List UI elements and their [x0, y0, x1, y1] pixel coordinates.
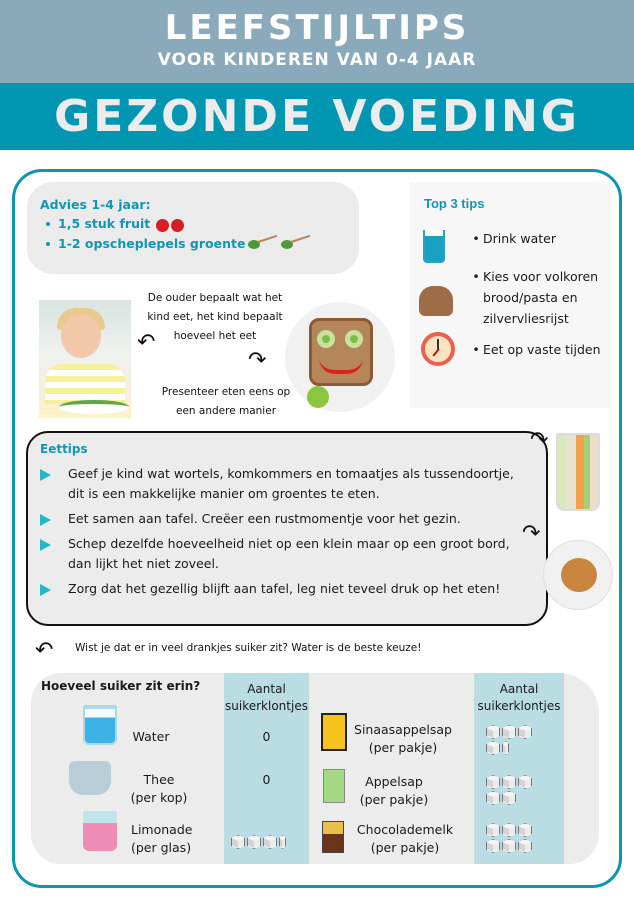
curved-arrow-icon: ↷ — [522, 521, 541, 546]
bread-icon — [417, 282, 457, 322]
sugar-cubes — [486, 725, 534, 755]
sugar-cube-icon — [486, 839, 500, 853]
top3-item: • Kies voor volkoren brood/pasta en zilvervliesrijst — [417, 266, 613, 329]
drink-row — [349, 773, 439, 809]
sugar-cube-icon — [502, 823, 516, 837]
sugar-cube-icon — [486, 725, 500, 739]
top3-item: • Eet op vaste tijden — [417, 330, 613, 370]
banner-title: GEZONDE VOEDING — [0, 83, 634, 150]
sugar-cube-icon — [231, 835, 245, 849]
sugar-table — [31, 673, 599, 864]
drink-row — [123, 821, 199, 857]
sugar-cube-icon — [502, 775, 516, 789]
eating-tips-box — [26, 428, 549, 626]
header-subtitle: VOOR KINDEREN VAN 0-4 JAAR — [157, 50, 477, 70]
apple-icon — [171, 219, 184, 232]
sugar-cubes — [486, 823, 534, 853]
sugar-note: Wist je dat er in veel drankjes suiker zit? Water is de beste keuze! — [75, 642, 422, 654]
apple-juice-carton-icon — [323, 769, 345, 803]
drink-row — [123, 728, 179, 746]
drink-name: Water — [132, 729, 170, 744]
drink-unit: (per pakje) — [370, 840, 440, 855]
drink-name: Thee — [143, 772, 175, 787]
curved-arrow-icon: ↶ — [35, 638, 54, 663]
half-sugar-cube-icon — [502, 741, 509, 755]
advice-box — [27, 182, 359, 274]
eating-tip: Schep dezelfde hoeveelheid niet op een klein maar op een groot bord, dan lijkt het niet zoveel. — [40, 534, 546, 574]
top3-label: Eet op vaste tijden — [483, 342, 601, 357]
drink-row — [349, 721, 457, 757]
drink-name: Sinaasappelsap — [354, 722, 452, 737]
triangle-bullet-icon — [40, 514, 51, 526]
sugar-cube-icon — [486, 775, 500, 789]
top3-title: Top 3 tips — [424, 196, 485, 211]
triangle-bullet-icon — [40, 539, 51, 551]
curved-arrow-icon: ↷ — [530, 428, 549, 453]
header-title: LEEFSTIJLTIPS — [164, 8, 470, 48]
sugar-cube-icon — [502, 725, 516, 739]
sugar-cube-icon — [502, 791, 516, 805]
drink-unit: (per pakje) — [359, 792, 429, 807]
drink-row — [349, 821, 461, 857]
eating-tip: Eet samen aan tafel. Creëer een rustmomentje voor het gezin. — [40, 509, 546, 529]
drink-name: Appelsap — [365, 774, 423, 789]
curved-arrow-icon: ↷ — [248, 348, 267, 373]
advice-item — [40, 214, 359, 234]
advice-label: 1,5 stuk fruit — [58, 216, 151, 231]
drink-unit: (per glas) — [131, 840, 192, 855]
present-caption: Presenteer eten eens op een andere manier — [161, 386, 291, 417]
drink-unit: (per kop) — [130, 790, 188, 805]
apple-icon — [156, 219, 169, 232]
vegetable-spoon-icon — [281, 239, 311, 249]
drink-name: Limonade — [131, 822, 193, 837]
top3-item: • Drink water — [417, 228, 603, 268]
triangle-bullet-icon — [40, 469, 51, 481]
top3-tips-box — [409, 182, 611, 408]
sugar-value: 0 — [262, 729, 271, 744]
column-header: Aantal suikerklontjes — [477, 682, 561, 713]
sugar-cube-icon — [486, 791, 500, 805]
advice-title: Advies 1-4 jaar: — [40, 197, 151, 212]
sugar-cube-icon — [518, 823, 532, 837]
eating-tip: Zorg dat het gezellig blijft aan tafel, leg niet teveel druk op het eten! — [40, 579, 546, 599]
sugar-cube-icon — [486, 741, 500, 755]
drink-unit: (per pakje) — [368, 740, 438, 755]
eating-tips-title: Eettips — [40, 442, 88, 456]
water-glass-icon — [83, 705, 117, 745]
header — [0, 0, 634, 83]
sugar-cube-icon — [486, 823, 500, 837]
sugar-cubes — [231, 835, 295, 849]
vegetable-sticks-photo — [556, 433, 600, 511]
eating-tip: Geef je kind wat wortels, komkommers en tomaatjes als tussendoortje, dit is een makkelijke manier om groentes te eten. — [40, 464, 546, 504]
sugar-cube-icon — [502, 839, 516, 853]
sugar-cube-icon — [518, 725, 532, 739]
tea-cup-icon — [69, 761, 111, 795]
column-header: Aantal suikerklontjes — [225, 682, 308, 713]
advice-label: 1-2 opscheplepels groente — [58, 236, 246, 251]
sugar-cube-icon — [263, 835, 277, 849]
half-sugar-cube-icon — [279, 835, 286, 849]
lemonade-glass-icon — [83, 811, 117, 851]
top3-label: Kies voor volkoren brood/pasta en zilvervliesrijst — [483, 269, 599, 326]
bullet-icon — [46, 222, 50, 226]
sugar-cube-icon — [247, 835, 261, 849]
advice-item — [40, 234, 359, 254]
bullet-icon — [46, 242, 50, 246]
orange-juice-carton-icon — [321, 713, 347, 751]
triangle-bullet-icon — [40, 584, 51, 596]
sugar-cube-icon — [518, 775, 532, 789]
parent-caption: De ouder bepaalt wat het kind eet, het kind bepaalt hoeveel het eet — [147, 292, 283, 342]
sugar-title: Hoeveel suiker zit erin? — [41, 679, 201, 693]
clock-icon — [417, 330, 457, 370]
child-eating-photo — [39, 300, 131, 418]
face-sandwich-photo — [285, 302, 395, 412]
drink-name: Chocolademelk — [356, 822, 454, 837]
drink-row — [123, 771, 195, 807]
pasta-plate-photo — [543, 540, 613, 610]
curved-arrow-icon: ↶ — [137, 330, 156, 355]
vegetable-spoon-icon — [248, 239, 278, 249]
top3-label: Drink water — [483, 231, 556, 246]
water-glass-icon — [417, 228, 457, 268]
chocolate-milk-carton-icon — [322, 821, 344, 853]
sugar-cubes — [486, 775, 534, 805]
sugar-cube-icon — [518, 839, 532, 853]
sugar-value: 0 — [262, 772, 271, 787]
